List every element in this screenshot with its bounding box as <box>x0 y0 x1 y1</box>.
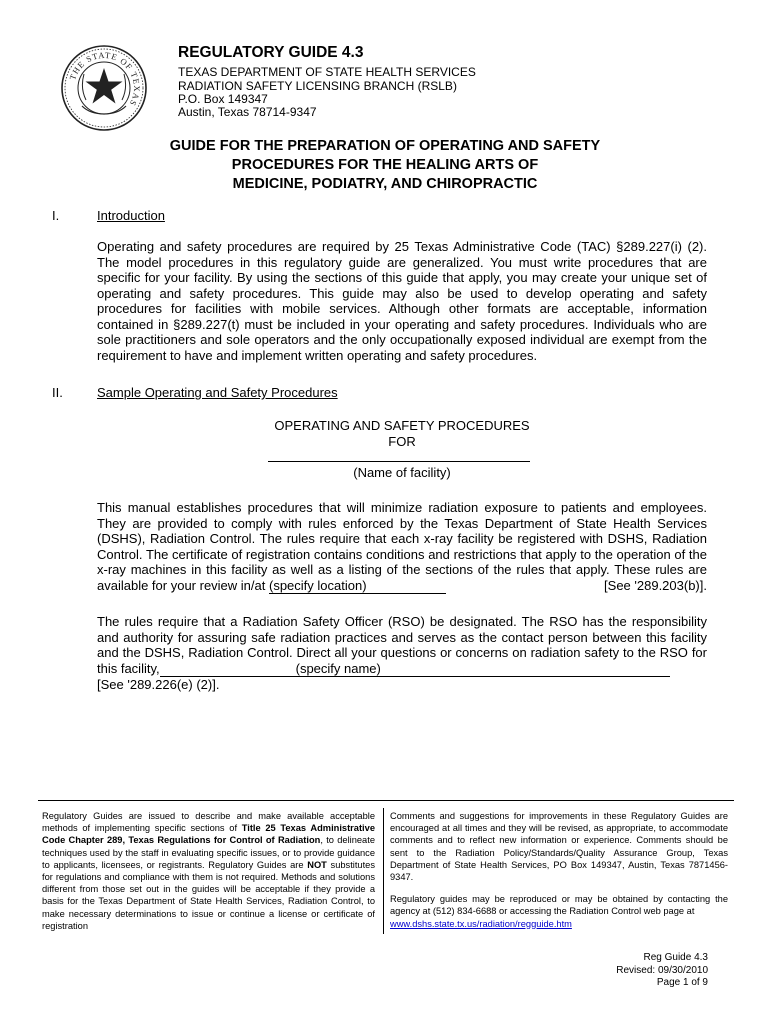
revision-date: Revised: 09/30/2010 <box>616 964 708 976</box>
procedures-title <box>97 418 707 450</box>
facility-name-blank[interactable] <box>268 461 530 462</box>
footer-disclaimer <box>42 810 375 932</box>
section-2-heading: Sample Operating and Safety Procedures <box>97 385 338 400</box>
po-box: P.O. Box 149347 <box>178 92 268 106</box>
document-title-line: PROCEDURES FOR THE HEALING ARTS OF <box>231 157 539 173</box>
comments-paragraph: Comments and suggestions for improvements in these Regulatory Guides are encouraged at all times and they will be revised, as appropriate, to accommodate comments and to reflect new information or experience. Comments should be sent to the Radiation Policy/Standards/Quality Assurance Group, Texas Department of State Health Services, PO Box 149347, Austin, Texas 7871456-9347. <box>390 811 728 883</box>
manual-purpose-text: This manual establishes procedures that will minimize radiation exposure to patients and employees. They are provided to comply with rules enforced by the Texas Department of State Health Services (DSHS), Radiation Control. The rules require that each x-ray facility be registered with DSHS, Radiation Control. The certificate of registration contains conditions and restrictions that apply to the operation of the x-ray machines in this facility as well as a listing of the sections of the rules that apply. These rules are available for your review in/at <box>97 500 707 593</box>
procedures-title-line: FOR <box>388 434 416 449</box>
city-address: Austin, Texas 78714-9347 <box>178 105 317 119</box>
disclaimer-title-reference: Title 25 Texas Administrative Code Chapter 289, Texas Regulations for Control of Radiation <box>42 823 375 846</box>
location-rule-reference: [See '289.203(b)]. <box>604 577 707 593</box>
location-fill-in[interactable] <box>269 578 446 595</box>
footer-comments <box>390 810 728 930</box>
seal-text: THE STATE OF TEXAS <box>67 49 143 109</box>
footer-divider <box>38 800 734 801</box>
document-title <box>0 137 770 194</box>
rso-name-fill-in[interactable] <box>160 661 670 678</box>
disclaimer-text: substitutes for regulations and compliance with them is not required. Methods and solutions different from those set out in the guides will be acceptable if they provide a basis for the Texas Department of State Health Services, Radiation Control, to make necessary determinations to issue or continue a license or certificate of registration <box>42 859 375 931</box>
facility-name-label: (Name of facility) <box>353 465 451 480</box>
introduction-paragraph: Operating and safety procedures are required by 25 Texas Administrative Code (TAC) §289.227(i) (2). The model procedures in this regulatory guide are generalized. You must write procedures that are specific for your facility. By using the sections of this guide that apply, you may create your unique set of operating and safety procedures. This guide may also be used to develop operating and safety procedures for facilities with mobile services. Although other formats are acceptable, information contained in §289.227(t) must be included in your operating and safety procedures. Individuals who are sole practitioners and sole operators and the only occupationally exposed individual are exempt from the requirement to have and implement written operating and safety procedures. <box>97 239 707 363</box>
reg-guide-number: Reg Guide 4.3 <box>643 952 708 963</box>
section-2-number: II. <box>52 385 63 400</box>
rso-text: The rules require that a Radiation Safety Officer (RSO) be designated. The RSO has the responsibility and authority for assuring safe radiation practices and serves as the contact person between this facility and the DSHS, Radiation Control. Direct all your questions or concerns on radiation safety to the RSO for this facility, <box>97 614 707 676</box>
texas-state-seal <box>60 44 148 132</box>
guide-number-title: REGULATORY GUIDE 4.3 <box>178 44 364 61</box>
branch-name: RADIATION SAFETY LICENSING BRANCH (RSLB) <box>178 79 457 93</box>
disclaimer-text: Regulatory Guides are issued to describe and make available acceptable methods of implementing specific sections of <box>42 811 375 834</box>
page-number: Page 1 of 9 <box>656 977 708 988</box>
document-title-line: GUIDE FOR THE PREPARATION OF OPERATING AND SAFETY <box>169 138 601 154</box>
disclaimer-not-emphasis: NOT <box>307 859 327 870</box>
page-info <box>616 952 708 990</box>
regguide-web-link[interactable]: www.dshs.state.tx.us/radiation/regguide.htm <box>390 918 572 929</box>
rso-name-fill-label: (specify name) <box>295 660 381 676</box>
procedures-title-line: OPERATING AND SAFETY PROCEDURES <box>274 418 530 433</box>
footer-column-divider <box>383 808 384 934</box>
location-fill-label: (specify location) <box>268 577 367 593</box>
rso-rule-reference: [See '289.226(e) (2)]. <box>97 677 220 692</box>
reproduction-paragraph: Regulatory guides may be reproduced or may be obtained by contacting the agency at (512) 834-6688 or accessing the Radiation Control web page at <box>390 894 728 917</box>
disclaimer-text: , to delineate techniques used by the staff in evaluating specific issues, or to provide guidance to applicants, licensees, or registrants. Regulatory Guides are <box>42 835 375 870</box>
manual-purpose-paragraph <box>97 500 707 594</box>
document-title-line: MEDICINE, PODIATRY, AND CHIROPRACTIC <box>232 176 538 192</box>
section-1-heading: Introduction <box>97 208 165 223</box>
section-1-number: I. <box>52 208 60 223</box>
rso-paragraph <box>97 614 707 693</box>
agency-name: TEXAS DEPARTMENT OF STATE HEALTH SERVICES <box>178 65 476 79</box>
